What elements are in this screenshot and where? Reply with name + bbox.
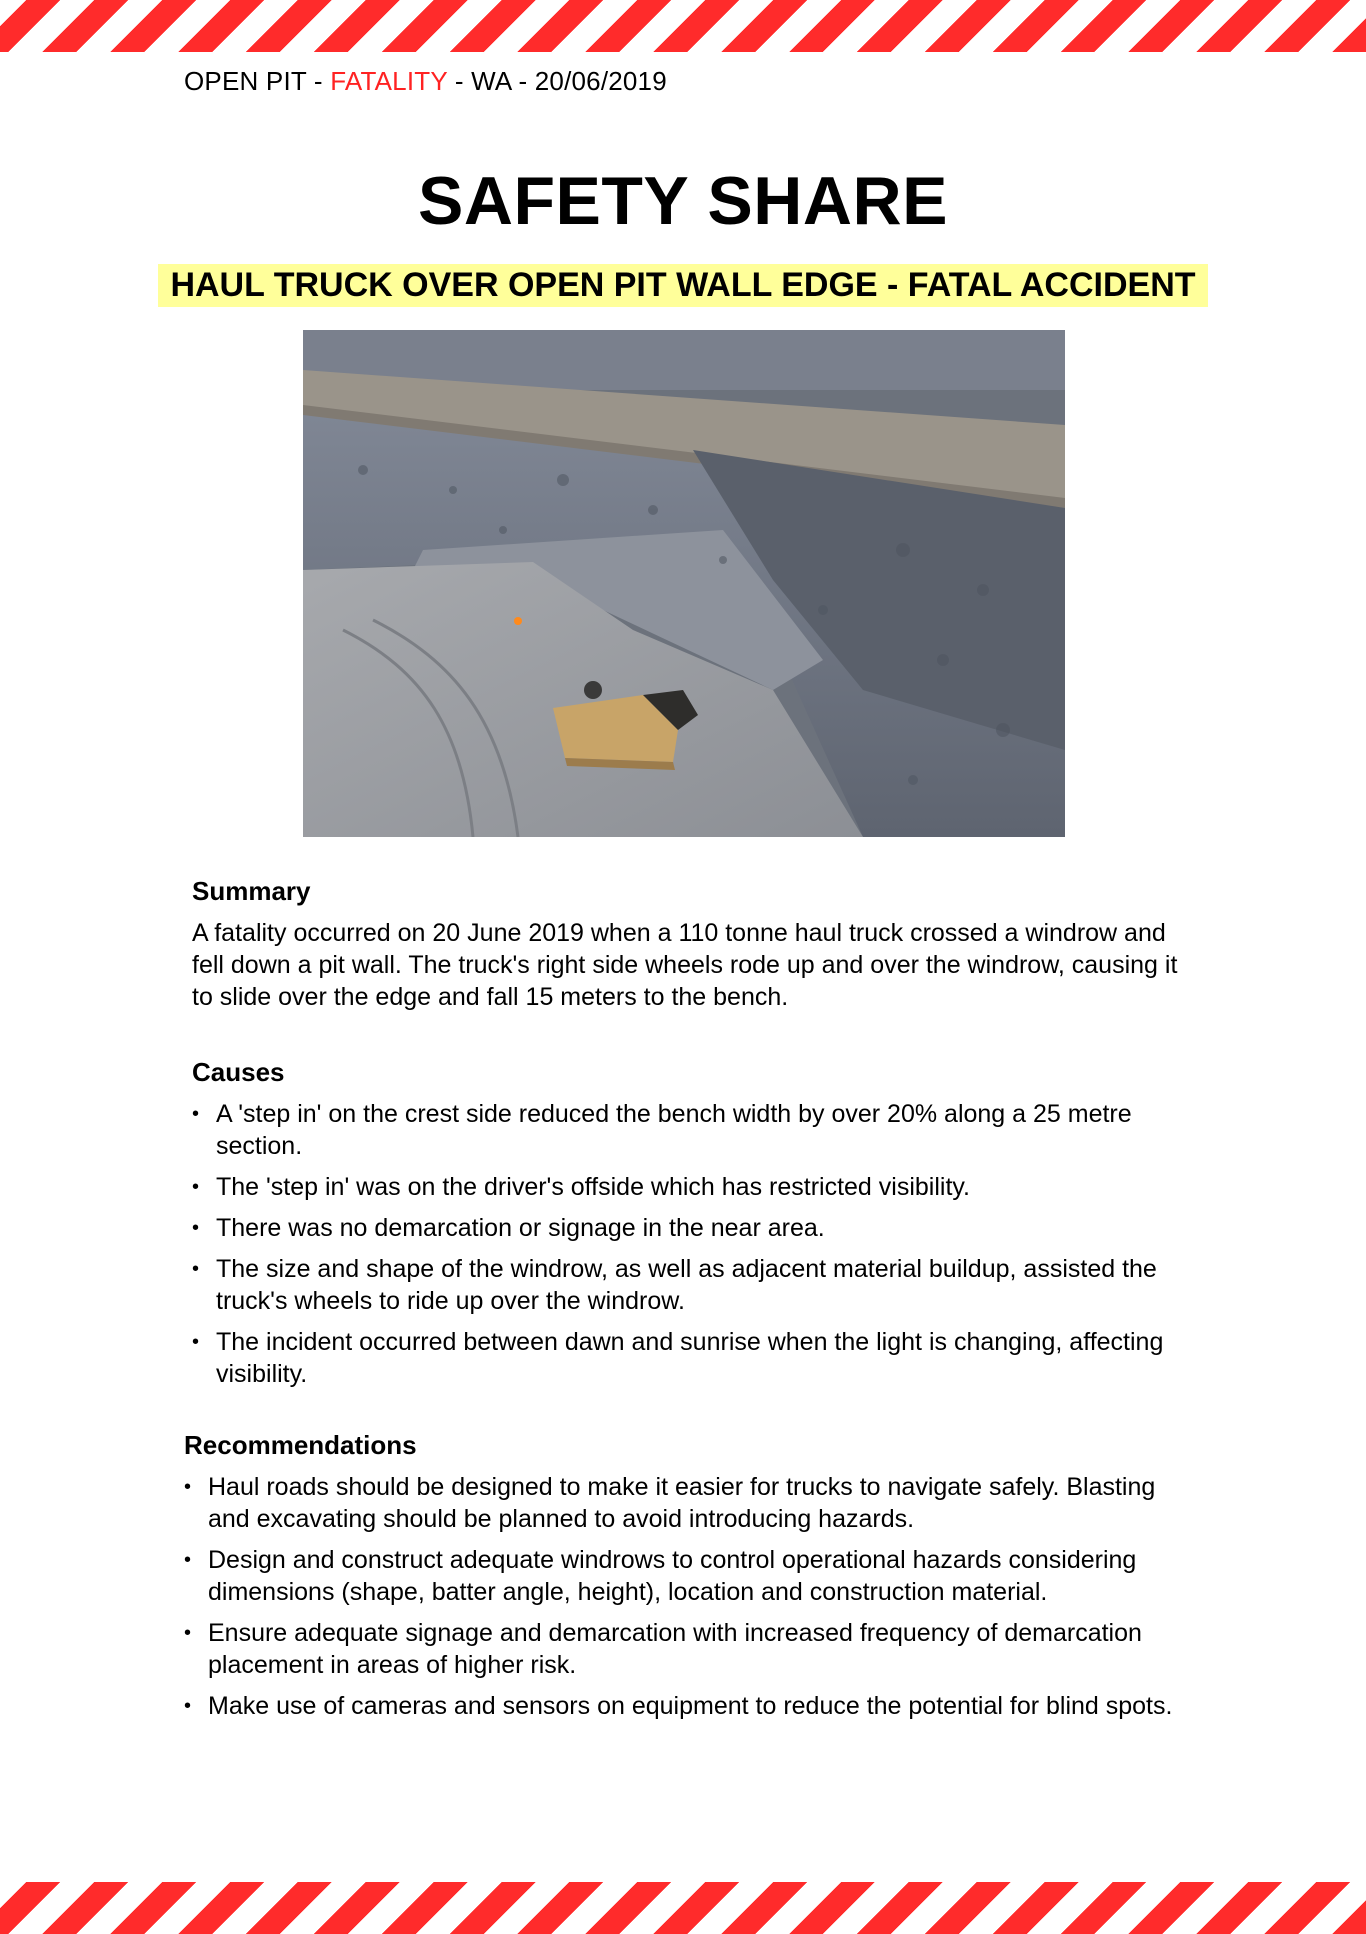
causes-section <box>192 1057 1192 1399</box>
recommendation-item: • Ensure adequate signage and demarcation with increased frequency of demarcation placement in areas of higher risk. <box>184 1617 1184 1681</box>
recommendations-section <box>184 1430 1184 1731</box>
severity-label: FATALITY <box>330 66 448 96</box>
recommendation-item: • Design and construct adequate windrows to control operational hazards considering dimensions (shape, batter angle, height), location and construction material. <box>184 1544 1184 1608</box>
cause-item: • There was no demarcation or signage in the near area. <box>192 1212 1192 1244</box>
causes-list <box>192 1098 1192 1390</box>
summary-text: A fatality occurred on 20 June 2019 when a 110 tonne haul truck crossed a windrow and fell down a pit wall. The truck's right side wheels rode up and over the windrow, causing it to slide over the edge and fall 15 meters to the bench. <box>192 919 1178 1011</box>
incident-subtitle: HAUL TRUCK OVER OPEN PIT WALL EDGE - FATAL ACCIDENT <box>158 264 1207 307</box>
hazard-stripe-bottom <box>0 1882 1366 1934</box>
category-label: OPEN PIT <box>184 66 307 96</box>
cause-item: • The 'step in' was on the driver's offside which has restricted visibility. <box>192 1171 1192 1203</box>
subtitle-wrapper <box>0 264 1366 307</box>
cause-item: • A 'step in' on the crest side reduced the bench width by over 20% along a 25 metre section. <box>192 1098 1192 1162</box>
causes-heading: Causes <box>192 1057 285 1087</box>
open-pit-photo-illustration <box>303 330 1065 837</box>
summary-heading: Summary <box>192 876 311 906</box>
recommendation-item: • Make use of cameras and sensors on equipment to reduce the potential for blind spots. <box>184 1690 1184 1722</box>
summary-section <box>192 876 1192 1013</box>
incident-photo <box>303 330 1065 837</box>
incident-meta-line: OPEN PIT - FATALITY - WA - 20/06/2019 <box>184 66 667 96</box>
cause-item: • The incident occurred between dawn and sunrise when the light is changing, affecting visibility. <box>192 1326 1192 1390</box>
hazard-stripe-top <box>0 0 1366 52</box>
recommendations-heading: Recommendations <box>184 1430 417 1460</box>
recommendation-item: • Haul roads should be designed to make it easier for trucks to navigate safely. Blasting and excavating should be planned to avoid introducing hazards. <box>184 1471 1184 1535</box>
region-label: WA <box>471 66 512 96</box>
recommendations-list <box>184 1471 1184 1722</box>
incident-date: 20/06/2019 <box>534 66 667 96</box>
page-title: SAFETY SHARE <box>418 163 948 239</box>
cause-item: • The size and shape of the windrow, as well as adjacent material buildup, assisted the truck's wheels to ride up over the windrow. <box>192 1253 1192 1317</box>
